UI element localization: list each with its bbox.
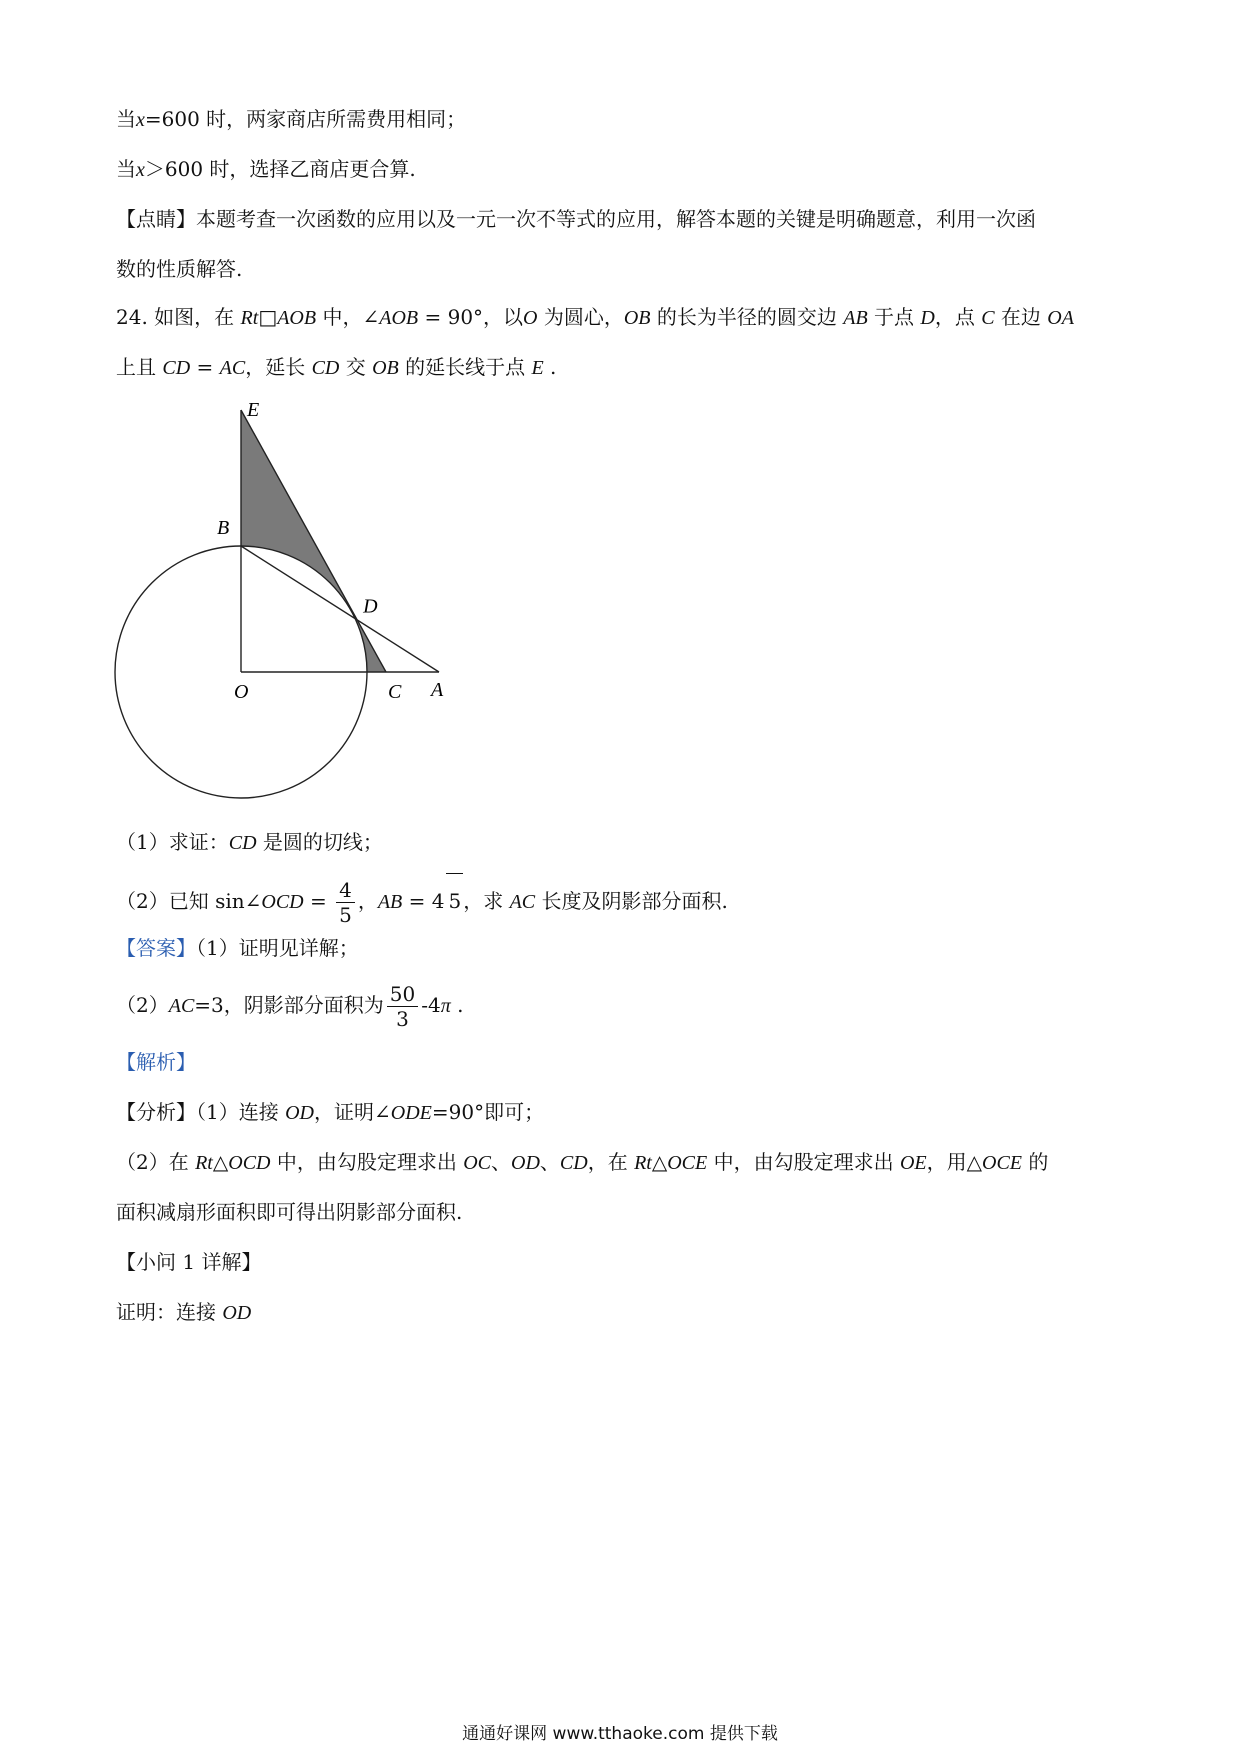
math-var: OCE bbox=[982, 1152, 1023, 1174]
text-run: □ bbox=[258, 305, 278, 329]
text-run: ，在 bbox=[587, 1150, 635, 1174]
text-run: ，延长 bbox=[245, 355, 312, 379]
math-var: OA bbox=[1047, 307, 1074, 329]
math-var: CD bbox=[311, 357, 340, 379]
question-1: （1）求证：CD 是圆的切线； bbox=[116, 830, 383, 854]
label-b: B bbox=[217, 517, 230, 539]
text-run: 为圆心， bbox=[537, 305, 624, 329]
text-run: 的 bbox=[1022, 1150, 1049, 1174]
sqrt: 5 bbox=[446, 873, 463, 928]
math-var: AOB bbox=[277, 307, 317, 329]
math-var: OCE bbox=[667, 1152, 708, 1174]
answer-tag: 【答案】 bbox=[116, 936, 196, 960]
problem-line-2 bbox=[116, 353, 556, 382]
text-run: 交 bbox=[339, 355, 373, 379]
text-run: 、 bbox=[539, 1150, 560, 1174]
math-var: OC bbox=[463, 1152, 492, 1174]
text-run: 于点 bbox=[867, 305, 921, 329]
text-run: 、 bbox=[491, 1150, 512, 1174]
math-var: OCD bbox=[228, 1152, 271, 1174]
dianjing-line: 【点睛】本题考查一次函数的应用以及一元一次不等式的应用，解答本题的关键是明确题意，利用一次函 bbox=[116, 207, 1036, 231]
fraction: $\frac{4}{5}$ bbox=[336, 878, 355, 927]
math-var: AOB bbox=[379, 307, 419, 329]
fenxi-line-1: 【分析】（1）连接 OD，证明∠ODE=90°即可； bbox=[116, 1100, 545, 1124]
math-var: Rt bbox=[240, 307, 259, 329]
math-var: CD bbox=[559, 1152, 588, 1174]
label-a: A bbox=[431, 679, 444, 701]
fenxi-tag: 【分析】 bbox=[116, 1100, 196, 1124]
math-var: OB bbox=[623, 307, 651, 329]
text-run: ，用△ bbox=[926, 1150, 983, 1174]
label-c: C bbox=[388, 681, 402, 703]
geometry-figure bbox=[110, 402, 470, 802]
math-var: C bbox=[981, 307, 995, 329]
text-run: 如图，在 bbox=[147, 305, 241, 329]
analysis-tag: 【解析】 bbox=[116, 1050, 196, 1074]
text-run: 的延长线于点 bbox=[398, 355, 532, 379]
text-run: 在边 bbox=[994, 305, 1048, 329]
math-var: Rt bbox=[634, 1152, 652, 1174]
text-run: 的长为半径的圆交边 bbox=[650, 305, 844, 329]
text-run: △ bbox=[212, 1150, 229, 1174]
problem-number: 24. bbox=[116, 305, 148, 329]
page-footer: 通通好课网 www.tthaoke.com 提供下载 bbox=[462, 1724, 778, 1744]
math-var: CD bbox=[162, 357, 191, 379]
text-run: 上且 bbox=[116, 355, 163, 379]
label-d: D bbox=[363, 595, 378, 618]
text-run: = bbox=[190, 355, 220, 379]
text-run: . bbox=[543, 355, 557, 379]
fenxi-line-3: 面积减扇形面积即可得出阴影部分面积. bbox=[116, 1200, 463, 1224]
math-var: Rt bbox=[195, 1152, 213, 1174]
text-run: 中，由勾股定理求出 bbox=[270, 1150, 464, 1174]
problem-line-1 bbox=[116, 303, 1074, 332]
math-var: O bbox=[523, 307, 538, 329]
text-run: △ bbox=[651, 1150, 668, 1174]
text-run: （2）在 bbox=[116, 1150, 196, 1174]
math-var: OB bbox=[372, 357, 399, 379]
problem-text bbox=[148, 305, 1074, 329]
math-var: AC bbox=[219, 357, 246, 379]
math-var: D bbox=[920, 307, 935, 329]
analysis-tag-line bbox=[116, 1048, 196, 1076]
text-line: 当x＞600 时，选择乙商店更合算. bbox=[116, 157, 416, 181]
math-var: E bbox=[531, 357, 544, 379]
dianjing-tag: 【点睛】 bbox=[116, 207, 196, 231]
math-var: OE bbox=[899, 1152, 927, 1174]
proof-line: 证明：连接 OD bbox=[116, 1300, 252, 1324]
answer-line-2: （2）AC=3，阴影部分面积为 $\frac{50}{3}$ -4π . bbox=[116, 982, 464, 1031]
dianjing-line-2: 数的性质解答. bbox=[116, 257, 243, 281]
fenxi-line-2 bbox=[116, 1148, 1048, 1177]
label-o: O bbox=[234, 681, 249, 703]
segment-ab bbox=[241, 546, 439, 672]
fraction: $\frac{50}{3}$ bbox=[387, 982, 418, 1031]
math-var: OD bbox=[511, 1152, 540, 1174]
text-run: = 90°，以 bbox=[418, 305, 524, 329]
text-run: ，点 bbox=[934, 305, 982, 329]
answer-line-1: 【答案】（1）证明见详解； bbox=[116, 936, 359, 960]
text-run: 中，由勾股定理求出 bbox=[707, 1150, 900, 1174]
text-run: 中，∠ bbox=[316, 305, 380, 329]
xiaowen-heading: 【小问 1 详解】 bbox=[116, 1250, 262, 1274]
math-var: AB bbox=[843, 307, 868, 329]
text-line: 当x=600 时，两家商店所需费用相同； bbox=[116, 107, 467, 131]
question-2: （2）已知 sin∠OCD = $\frac{4}{5}$ ，AB = 4 5 ，求 AC 长度及阴影部分面积. bbox=[116, 873, 728, 929]
label-e: E bbox=[247, 402, 260, 421]
